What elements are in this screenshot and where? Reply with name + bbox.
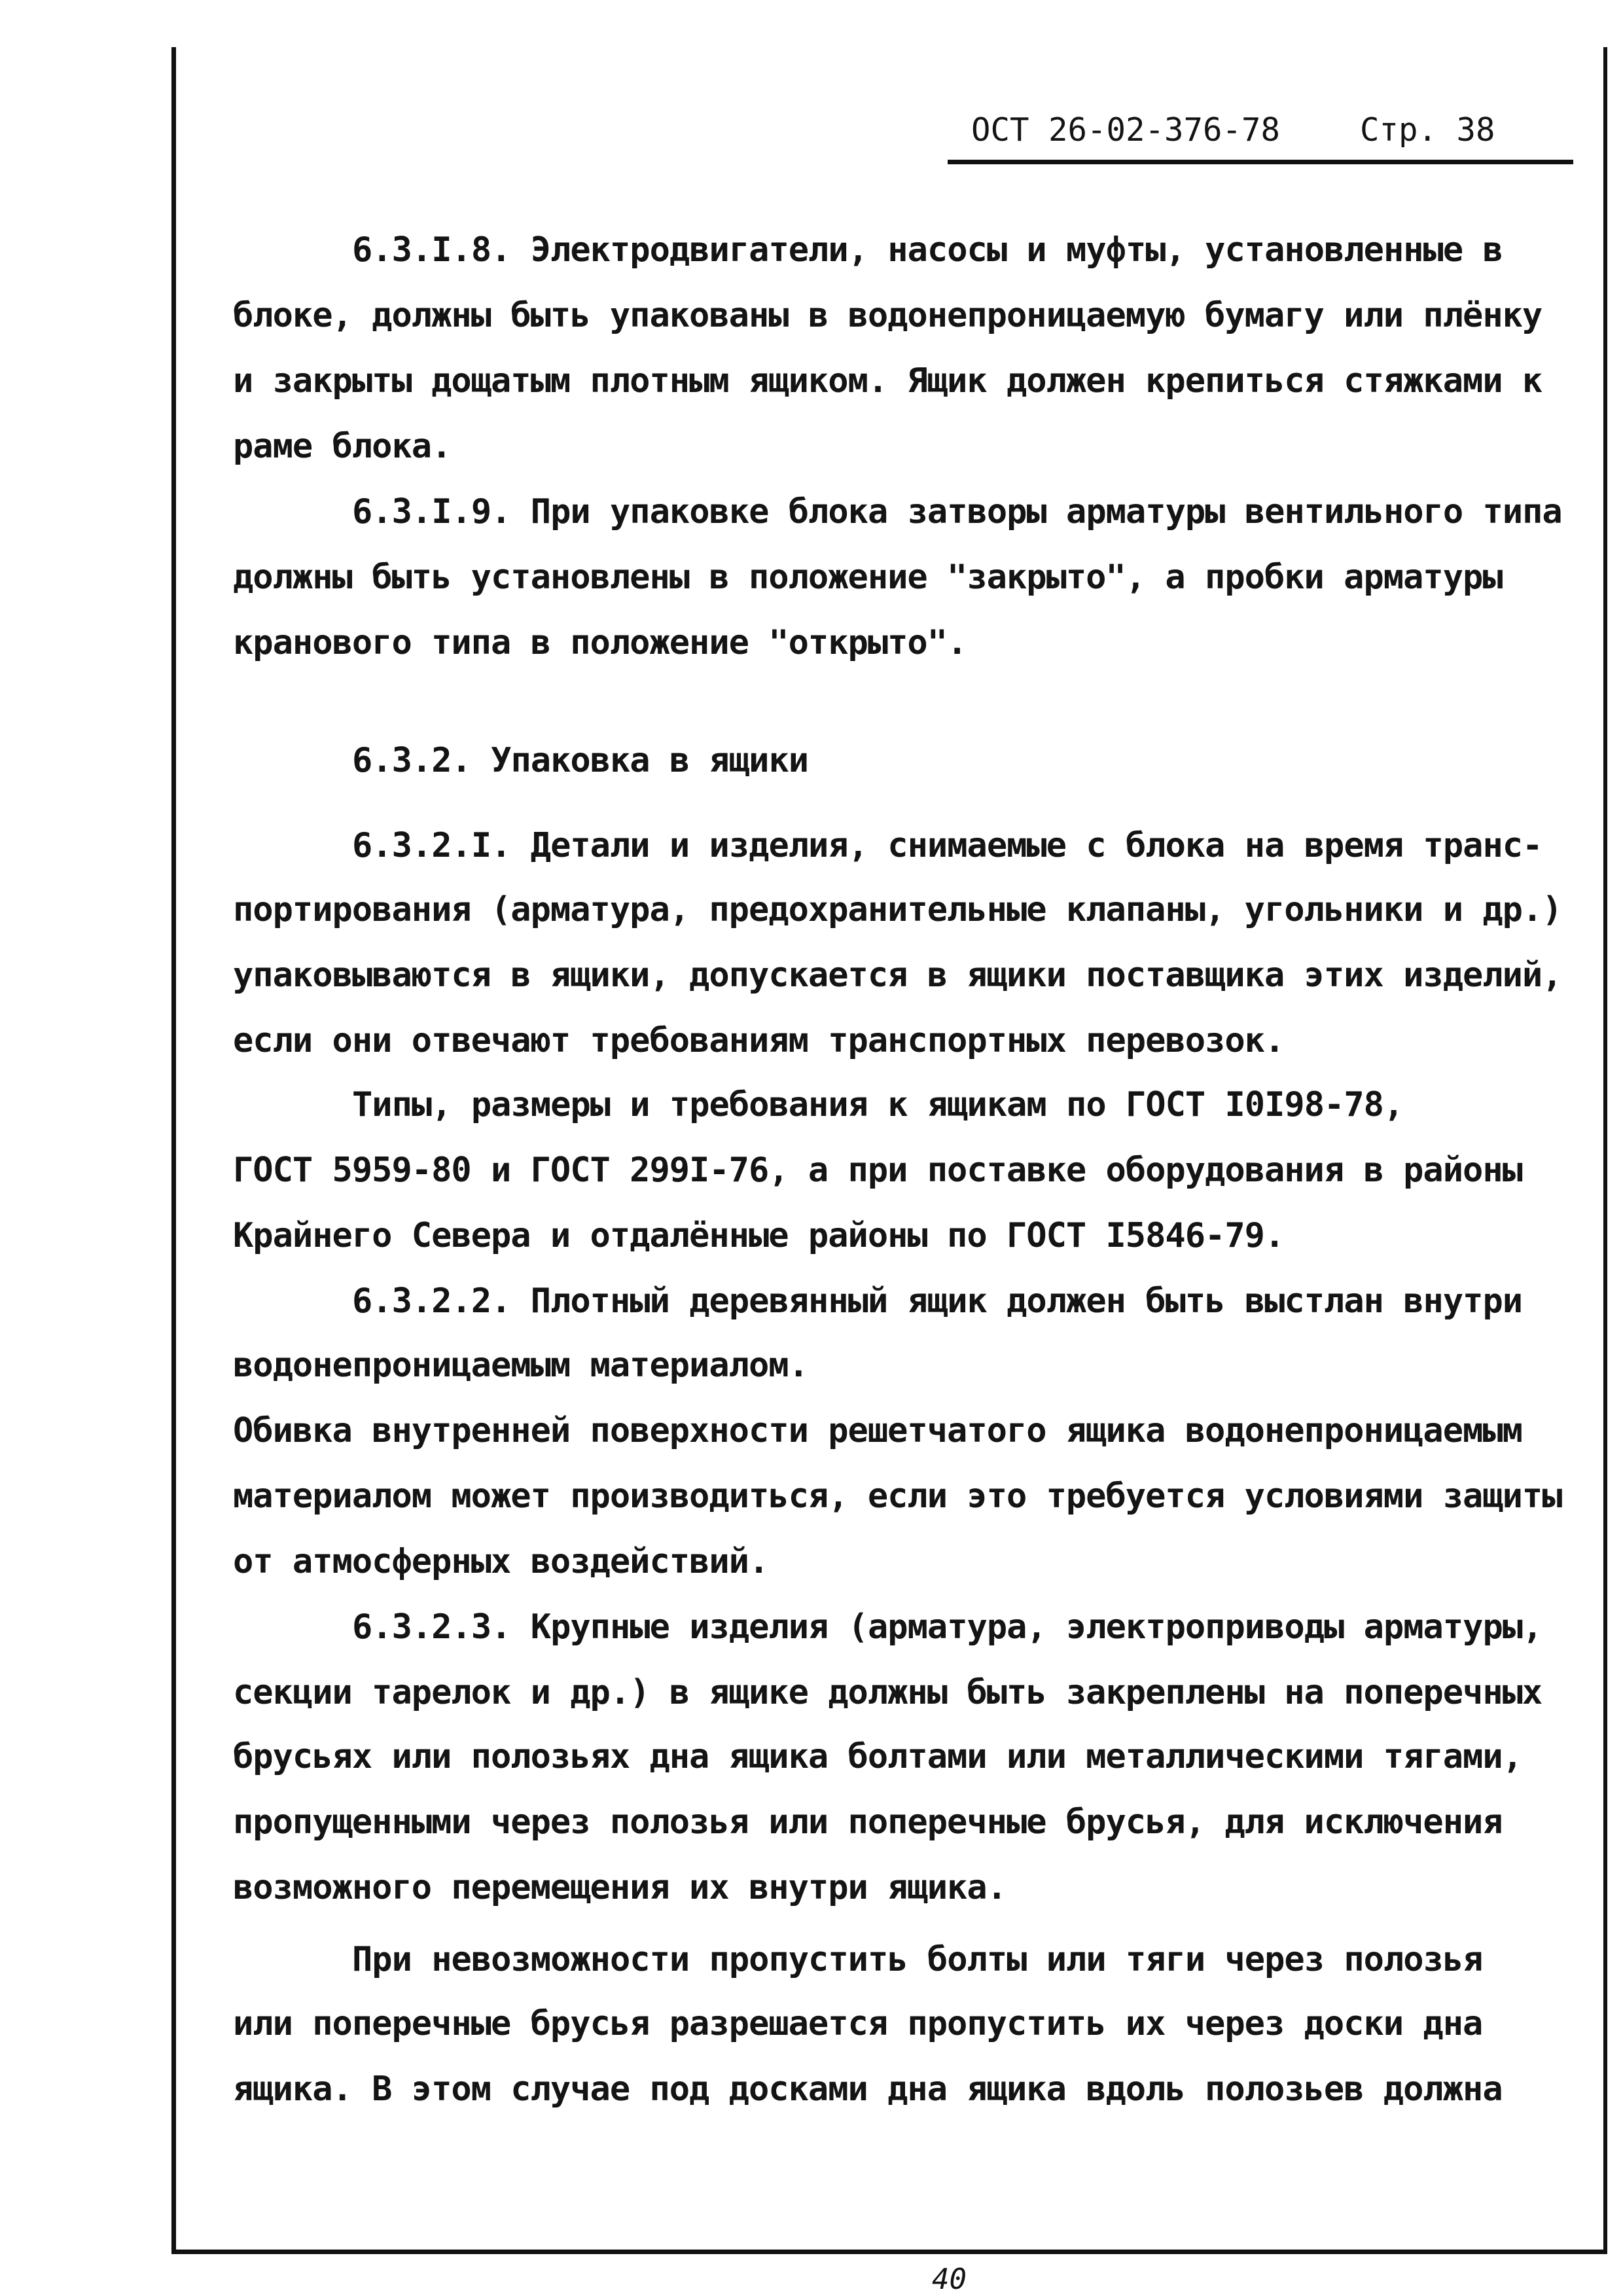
text-line: портирования (арматура, предохранительные клапаны, угольники и др.) (233, 890, 1562, 929)
text-line: 6.3.2.I. Детали и изделия, снимаемые с блока на время транс- (352, 826, 1543, 865)
text-line: если они отвечают требованиям транспортных перевозок. (233, 1021, 1285, 1060)
text-line: ГОСТ 5959-80 и ГОСТ 299I-76, а при поставке оборудования в районы (233, 1151, 1522, 1190)
text-line: При невозможности пропустить болты или тяги через полозья (352, 1940, 1483, 1979)
text-line: раме блока. (233, 427, 452, 466)
text-line: 6.3.I.8. Электродвигатели, насосы и муфты, установленные в (352, 230, 1503, 270)
text-line: водонепроницаемым материалом. (233, 1346, 808, 1385)
page-number: Стр. 38 (1360, 111, 1495, 149)
header-underline (948, 160, 1573, 164)
text-line: секции тарелок и др.) в ящике должны быть закреплены на поперечных (233, 1673, 1543, 1712)
text-line: и закрыты дощатым плотным ящиком. Ящик должен крепиться стяжками к (233, 361, 1543, 401)
text-line: 6.3.2.3. Крупные изделия (арматура, электроприводы арматуры, (352, 1607, 1543, 1647)
section-heading: 6.3.2. Упаковка в ящики (352, 741, 809, 780)
text-line: кранового типа в положение "открыто". (233, 623, 967, 662)
text-line: ящика. В этом случае под досками дна ящика вдоль полозьев должна (233, 2070, 1503, 2109)
text-line: должны быть установлены в положение "закрыто", а пробки арматуры (233, 558, 1503, 597)
text-line: материалом может производиться, если это требуется условиями защиты (233, 1477, 1562, 1516)
text-line: упаковываются в ящики, допускается в ящики поставщика этих изделий, (233, 956, 1562, 995)
text-line: Обивка внутренней поверхности решетчатого ящика водонепроницаемым (233, 1411, 1522, 1450)
text-line: или поперечные брусья разрешается пропустить их через доски дна (233, 2004, 1483, 2043)
text-line: пропущенными через полозья или поперечные брусья, для исключения (233, 1803, 1503, 1842)
page-header (955, 106, 1571, 154)
text-line: 6.3.I.9. При упаковке блока затворы арматуры вентильного типа (352, 492, 1562, 531)
handwritten-sheet-number: 40 (932, 2263, 967, 2296)
text-line: Крайнего Севера и отдалённые районы по ГОСТ I5846-79. (233, 1216, 1285, 1255)
text-line: брусьях или полозьях дна ящика болтами или металлическими тягами, (233, 1737, 1522, 1776)
text-line: 6.3.2.2. Плотный деревянный ящик должен быть выстлан внутри (352, 1282, 1523, 1321)
document-code: ОСТ 26-02-376-78 (971, 111, 1281, 149)
text-line: блоке, должны быть упакованы в водонепроницаемую бумагу или плёнку (233, 296, 1543, 335)
text-line: от атмосферных воздействий. (233, 1542, 769, 1581)
text-line: Типы, размеры и требования к ящикам по ГОСТ I0I98-78, (352, 1085, 1404, 1124)
text-line: возможного перемещения их внутри ящика. (233, 1868, 1007, 1907)
